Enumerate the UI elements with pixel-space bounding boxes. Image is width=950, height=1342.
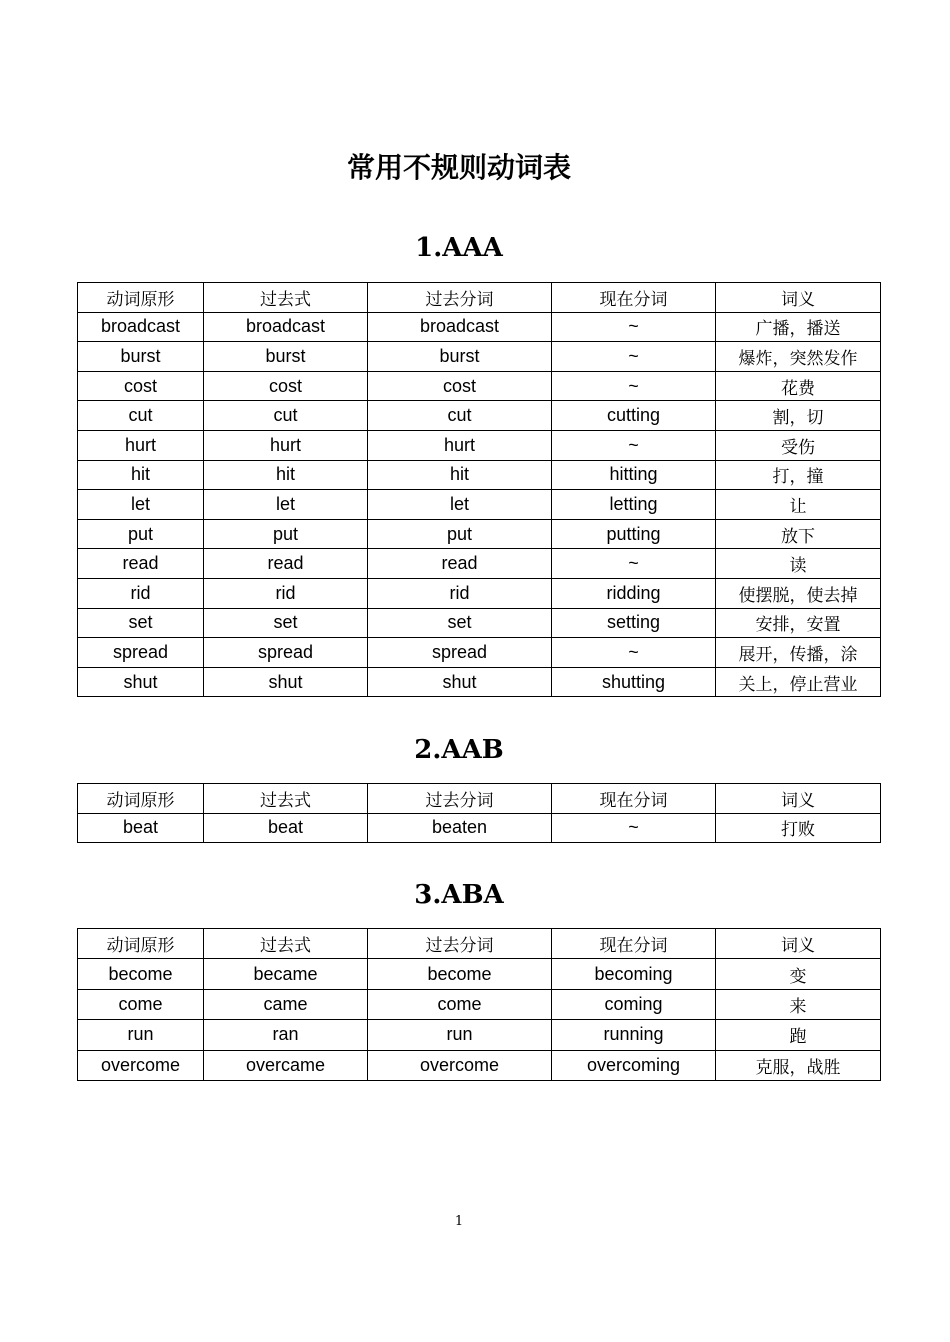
cell-past-participle: run xyxy=(368,1020,552,1050)
cell-past-participle: let xyxy=(368,490,552,520)
table-row xyxy=(78,490,881,520)
cell-past-tense: set xyxy=(204,608,368,638)
cell-present-participle: cutting xyxy=(552,401,716,431)
cell-past-tense: read xyxy=(204,549,368,579)
cell-base-form: broadcast xyxy=(78,312,204,342)
table-row xyxy=(78,813,881,843)
table-row xyxy=(78,519,881,549)
cell-meaning: 让 xyxy=(716,490,881,520)
cell-meaning: 展开，传播，涂 xyxy=(716,638,881,668)
column-header-past-tense: 过去式 xyxy=(204,784,368,814)
cell-past-participle: burst xyxy=(368,342,552,372)
cell-past-tense: hit xyxy=(204,460,368,490)
cell-base-form: cost xyxy=(78,371,204,401)
column-header-past-participle: 过去分词 xyxy=(368,283,552,313)
cell-past-tense: burst xyxy=(204,342,368,372)
table-row xyxy=(78,342,881,372)
cell-base-form: become xyxy=(78,959,204,989)
cell-base-form: spread xyxy=(78,638,204,668)
cell-meaning: 变 xyxy=(716,959,881,989)
table-row xyxy=(78,1020,881,1050)
cell-base-form: burst xyxy=(78,342,204,372)
table-row xyxy=(78,578,881,608)
column-header-meaning: 词义 xyxy=(716,929,881,959)
cell-present-participle: ~ xyxy=(552,638,716,668)
cell-past-tense: shut xyxy=(204,667,368,697)
cell-meaning: 打败 xyxy=(716,813,881,843)
cell-past-participle: overcome xyxy=(368,1050,552,1080)
cell-past-participle: cut xyxy=(368,401,552,431)
cell-past-tense: came xyxy=(204,989,368,1019)
cell-base-form: read xyxy=(78,549,204,579)
section-heading-aba: 3.ABA xyxy=(414,880,504,910)
cell-base-form: shut xyxy=(78,667,204,697)
cell-meaning: 安排，安置 xyxy=(716,608,881,638)
cell-past-tense: cost xyxy=(204,371,368,401)
table-row xyxy=(78,371,881,401)
cell-present-participle: putting xyxy=(552,519,716,549)
cell-present-participle: ~ xyxy=(552,371,716,401)
cell-meaning: 读 xyxy=(716,549,881,579)
column-header-present-participle: 现在分词 xyxy=(552,784,716,814)
cell-present-participle: ~ xyxy=(552,549,716,579)
cell-meaning: 广播，播送 xyxy=(716,312,881,342)
cell-past-tense: beat xyxy=(204,813,368,843)
cell-meaning: 克服，战胜 xyxy=(716,1050,881,1080)
cell-base-form: cut xyxy=(78,401,204,431)
table-header-row xyxy=(78,283,881,313)
cell-past-participle: come xyxy=(368,989,552,1019)
column-header-meaning: 词义 xyxy=(716,283,881,313)
table-row xyxy=(78,959,881,989)
cell-past-tense: let xyxy=(204,490,368,520)
column-header-past-participle: 过去分词 xyxy=(368,784,552,814)
cell-meaning: 放下 xyxy=(716,519,881,549)
cell-past-tense: hurt xyxy=(204,430,368,460)
cell-base-form: set xyxy=(78,608,204,638)
page-title: 常用不规则动词表 xyxy=(346,151,571,184)
cell-past-tense: became xyxy=(204,959,368,989)
cell-present-participle: overcoming xyxy=(552,1050,716,1080)
cell-present-participle: setting xyxy=(552,608,716,638)
cell-past-participle: rid xyxy=(368,578,552,608)
cell-base-form: overcome xyxy=(78,1050,204,1080)
cell-base-form: come xyxy=(78,989,204,1019)
cell-meaning: 跑 xyxy=(716,1020,881,1050)
cell-past-tense: broadcast xyxy=(204,312,368,342)
column-header-past-tense: 过去式 xyxy=(204,929,368,959)
cell-present-participle: running xyxy=(552,1020,716,1050)
cell-past-tense: put xyxy=(204,519,368,549)
cell-present-participle: ~ xyxy=(552,430,716,460)
cell-base-form: hit xyxy=(78,460,204,490)
cell-past-tense: rid xyxy=(204,578,368,608)
cell-past-participle: broadcast xyxy=(368,312,552,342)
cell-past-tense: overcame xyxy=(204,1050,368,1080)
section-heading-aaa: 1.AAA xyxy=(415,233,503,263)
cell-past-tense: cut xyxy=(204,401,368,431)
table-header-row xyxy=(78,784,881,814)
cell-base-form: hurt xyxy=(78,430,204,460)
cell-past-participle: set xyxy=(368,608,552,638)
column-header-base-form: 动词原形 xyxy=(78,283,204,313)
cell-base-form: run xyxy=(78,1020,204,1050)
table-row xyxy=(78,638,881,668)
cell-meaning: 来 xyxy=(716,989,881,1019)
cell-present-participle: becoming xyxy=(552,959,716,989)
cell-present-participle: ridding xyxy=(552,578,716,608)
verb-table-aab xyxy=(77,783,881,843)
cell-past-participle: shut xyxy=(368,667,552,697)
cell-past-participle: put xyxy=(368,519,552,549)
cell-meaning: 受伤 xyxy=(716,430,881,460)
table-row xyxy=(78,460,881,490)
cell-base-form: put xyxy=(78,519,204,549)
cell-meaning: 使摆脱，使去掉 xyxy=(716,578,881,608)
cell-present-participle: shutting xyxy=(552,667,716,697)
cell-past-participle: become xyxy=(368,959,552,989)
column-header-meaning: 词义 xyxy=(716,784,881,814)
table-row xyxy=(78,667,881,697)
column-header-present-participle: 现在分词 xyxy=(552,283,716,313)
table-row xyxy=(78,608,881,638)
cell-present-participle: ~ xyxy=(552,813,716,843)
column-header-past-tense: 过去式 xyxy=(204,283,368,313)
cell-past-participle: beaten xyxy=(368,813,552,843)
cell-meaning: 爆炸，突然发作 xyxy=(716,342,881,372)
table-row xyxy=(78,401,881,431)
table-row xyxy=(78,312,881,342)
section-heading-aab: 2.AAB xyxy=(414,735,504,765)
verb-table-aaa xyxy=(77,282,881,697)
cell-past-participle: cost xyxy=(368,371,552,401)
column-header-present-participle: 现在分词 xyxy=(552,929,716,959)
cell-base-form: rid xyxy=(78,578,204,608)
cell-base-form: beat xyxy=(78,813,204,843)
page-number: 1 xyxy=(454,1214,464,1229)
cell-meaning: 花费 xyxy=(716,371,881,401)
table-row xyxy=(78,1050,881,1080)
cell-meaning: 打，撞 xyxy=(716,460,881,490)
table-row xyxy=(78,989,881,1019)
cell-past-tense: spread xyxy=(204,638,368,668)
cell-meaning: 割，切 xyxy=(716,401,881,431)
table-row xyxy=(78,549,881,579)
cell-past-tense: ran xyxy=(204,1020,368,1050)
cell-present-participle: ~ xyxy=(552,312,716,342)
cell-base-form: let xyxy=(78,490,204,520)
cell-present-participle: coming xyxy=(552,989,716,1019)
column-header-past-participle: 过去分词 xyxy=(368,929,552,959)
cell-present-participle: letting xyxy=(552,490,716,520)
cell-past-participle: read xyxy=(368,549,552,579)
table-header-row xyxy=(78,929,881,959)
table-row xyxy=(78,430,881,460)
cell-meaning: 关上，停止营业 xyxy=(716,667,881,697)
column-header-base-form: 动词原形 xyxy=(78,784,204,814)
column-header-base-form: 动词原形 xyxy=(78,929,204,959)
cell-past-participle: spread xyxy=(368,638,552,668)
cell-present-participle: hitting xyxy=(552,460,716,490)
cell-present-participle: ~ xyxy=(552,342,716,372)
cell-past-participle: hit xyxy=(368,460,552,490)
verb-table-aba xyxy=(77,928,881,1081)
cell-past-participle: hurt xyxy=(368,430,552,460)
